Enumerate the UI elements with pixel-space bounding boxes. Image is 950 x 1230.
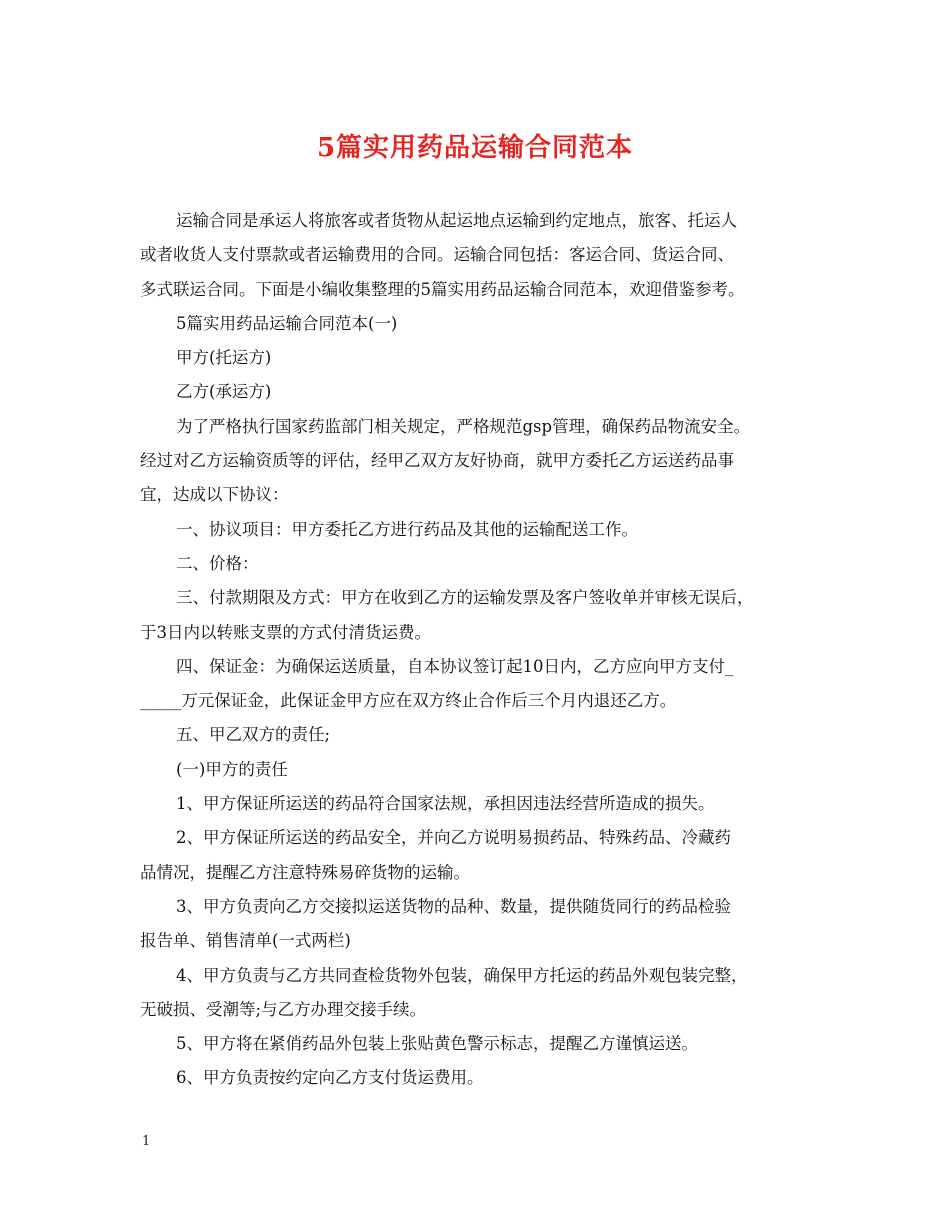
text-line: 3、甲方负责向乙方交接拟运送货物的品种、数量，提供随货同行的药品检验 (176, 896, 731, 916)
text-line: 5、甲方将在紧俏药品外包装上张贴黄色警示标志，提醒乙方谨慎运送。 (176, 1034, 698, 1054)
text-line: 宜，达成以下协议： (140, 485, 289, 505)
text-line: 二、价格： (176, 553, 259, 573)
page-number: 1 (142, 1134, 151, 1149)
text-line: 或者收货人支付票款或者运输费用的合同。运输合同包括：客运合同、货运合同、 (140, 245, 734, 265)
text-line: 为了严格执行国家药监部门相关规定，严格规范gsp管理，确保药品物流安全。 (176, 416, 751, 436)
text-line: 2、甲方保证所运送的药品安全，并向乙方说明易损药品、特殊药品、冷藏药 (176, 828, 731, 848)
text-line: 五、甲乙双方的责任; (176, 725, 331, 745)
text-line: _____万元保证金，此保证金甲方应在双方终止合作后三个月内退还乙方。 (140, 691, 677, 711)
text-line: 5篇实用药品运输合同范本(一) (176, 313, 398, 333)
text-line: 经过对乙方运输资质等的评估，经甲乙双方友好协商，就甲方委托乙方运送药品事 (140, 451, 734, 471)
text-line: 1、甲方保证所运送的药品符合国家法规，承担因违法经营所造成的损失。 (176, 794, 715, 814)
text-line: 四、保证金：为确保运送质量，自本协议签订起10日内，乙方应向甲方支付_ (176, 656, 734, 676)
text-line: 6、甲方负责按约定向乙方支付货运费用。 (176, 1068, 484, 1088)
document-body (140, 204, 830, 1096)
page-title: 5篇实用药品运输合同范本 (316, 133, 634, 163)
text-line: 品情况，提醒乙方注意特殊易碎货物的运输。 (140, 862, 470, 882)
text-line: 无破损、受潮等;与乙方办理交接手续。 (140, 999, 427, 1019)
text-line: 4、甲方负责与乙方共同查检货物外包装，确保甲方托运的药品外观包装完整， (176, 965, 748, 985)
text-line: (一)甲方的责任 (176, 759, 288, 779)
text-line: 于3日内以转账支票的方式付清货运费。 (140, 622, 431, 642)
text-line: 运输合同是承运人将旅客或者货物从起运地点运输到约定地点，旅客、托运人 (176, 211, 737, 230)
text-line: 甲方(托运方) (176, 348, 272, 368)
text-line: 多式联运合同。下面是小编收集整理的5篇实用药品运输合同范本，欢迎借鉴参考。 (140, 279, 745, 299)
text-line: 报告单、销售清单(一式两栏) (140, 931, 351, 951)
text-line: 乙方(承运方) (176, 382, 272, 402)
text-line: 一、协议项目：甲方委托乙方进行药品及其他的运输配送工作。 (176, 519, 638, 539)
text-line: 三、付款期限及方式：甲方在收到乙方的运输发票及客户签收单并审核无误后， (176, 588, 754, 608)
